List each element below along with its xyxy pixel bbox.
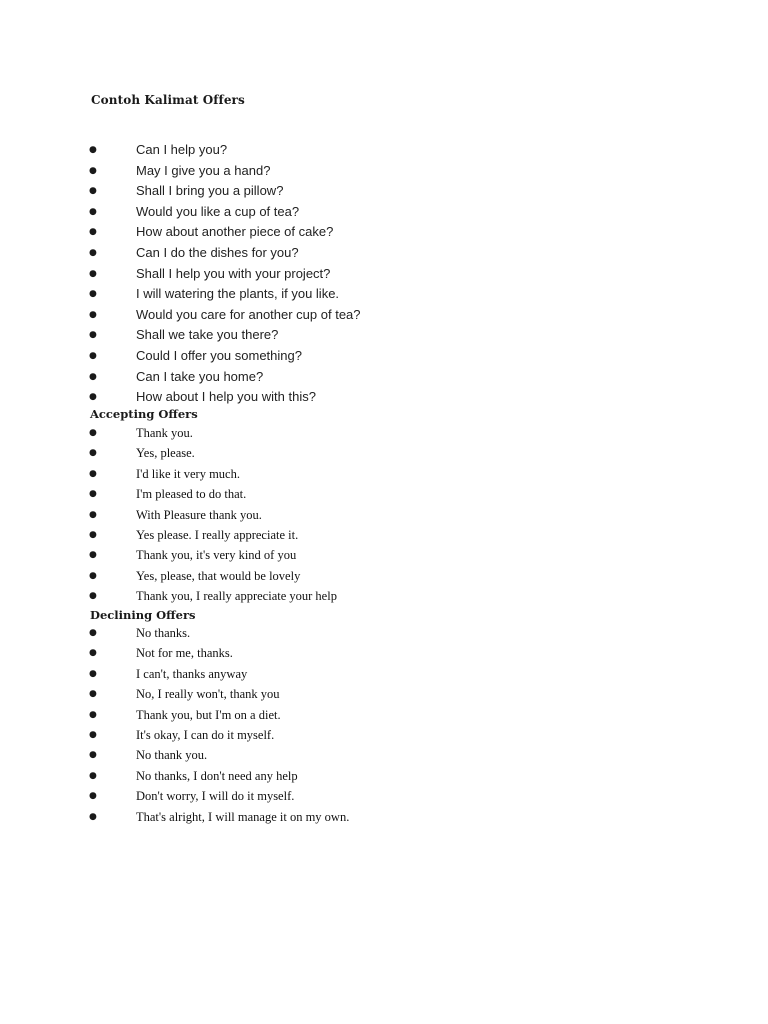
bullet-icon: ●: [89, 689, 97, 700]
bullet-icon: ●: [89, 392, 97, 403]
list-item-text: How about I help you with this?: [136, 389, 316, 405]
bullet-icon: ●: [89, 247, 97, 258]
list-item-text: Not for me, thanks.: [136, 646, 233, 661]
list-item-text: No thanks.: [136, 626, 191, 640]
bullet-icon: ●: [89, 791, 97, 802]
bullet-icon: ●: [89, 550, 97, 561]
list-item-text: How about another piece of cake?: [136, 224, 334, 240]
bullet-icon: ●: [89, 289, 97, 300]
bullet-icon: ●: [89, 428, 97, 438]
list-item-text: Yes please. I really appreciate it.: [136, 527, 299, 542]
bullet-icon: ●: [89, 145, 97, 155]
bullet-icon: ●: [89, 489, 97, 500]
list-item-text: Thank you, but I'm on a diet.: [136, 707, 281, 722]
list-item-text: Thank you, it's very kind of you: [136, 548, 297, 563]
bullet-icon: ●: [89, 186, 97, 197]
list-item-text: Thank you.: [136, 426, 193, 440]
list-item-text: Shall I help you with your project?: [136, 265, 331, 281]
bullet-icon: ●: [89, 227, 97, 238]
bullet-icon: ●: [89, 709, 97, 720]
bullet-icon: ●: [89, 309, 97, 320]
list-item-text: Shall we take you there?: [136, 327, 279, 343]
list-item-text: I'd like it very much.: [136, 466, 240, 481]
bullet-icon: ●: [89, 591, 97, 602]
list-item-text: Thank you, I really appreciate your help: [136, 589, 337, 604]
page-title: Contoh Kalimat Offers: [91, 93, 245, 107]
list-item-text: Can I help you?: [136, 142, 228, 157]
list-item-text: It's okay, I can do it myself.: [136, 727, 275, 742]
bullet-icon: ●: [89, 648, 97, 659]
bullet-icon: ●: [89, 330, 97, 341]
bullet-icon: ●: [89, 448, 97, 459]
list-item-text: Would you care for another cup of tea?: [136, 306, 361, 322]
bullet-icon: ●: [89, 509, 97, 520]
bullet-icon: ●: [89, 529, 97, 540]
list-item-text: Shall I bring you a pillow?: [136, 183, 284, 199]
list-item-text: May I give you a hand?: [136, 162, 271, 178]
bullet-icon: ●: [89, 268, 97, 279]
bullet-icon: ●: [89, 468, 97, 479]
list-item-text: Yes, please, that would be lovely: [136, 568, 301, 583]
list-item-text: I will watering the plants, if you like.: [136, 286, 340, 302]
list-item-text: No thanks, I don't need any help: [136, 768, 298, 783]
list-item-text: No thank you.: [136, 748, 208, 763]
list-item-text: With Pleasure thank you.: [136, 507, 262, 522]
bullet-icon: ●: [89, 165, 97, 176]
list-item-text: I'm pleased to do that.: [136, 487, 247, 502]
list-item-text: Yes, please.: [136, 446, 195, 461]
bullet-icon: ●: [89, 729, 97, 740]
bullet-icon: ●: [89, 668, 97, 679]
bullet-icon: ●: [89, 570, 97, 581]
bullet-icon: ●: [89, 811, 97, 822]
bullet-icon: ●: [89, 750, 97, 761]
list-item-text: Would you like a cup of tea?: [136, 203, 300, 219]
list-item-text: That's alright, I will manage it on my own.: [136, 809, 350, 824]
list-item-text: No, I really won't, thank you: [136, 687, 280, 702]
bullet-icon: ●: [89, 371, 97, 382]
bullet-icon: ●: [89, 206, 97, 217]
list-item-text: Can I do the dishes for you?: [136, 244, 299, 260]
accepting-offers-heading: Accepting Offers: [90, 407, 198, 421]
bullet-icon: ●: [89, 770, 97, 781]
list-item-text: I can't, thanks anyway: [136, 666, 248, 681]
bullet-icon: ●: [89, 350, 97, 361]
declining-offers-heading: Declining Offers: [90, 608, 196, 622]
list-item-text: Don't worry, I will do it myself.: [136, 789, 295, 804]
list-item-text: Can I take you home?: [136, 368, 264, 384]
bullet-icon: ●: [89, 628, 97, 638]
list-item-text: Could I offer you something?: [136, 347, 302, 363]
